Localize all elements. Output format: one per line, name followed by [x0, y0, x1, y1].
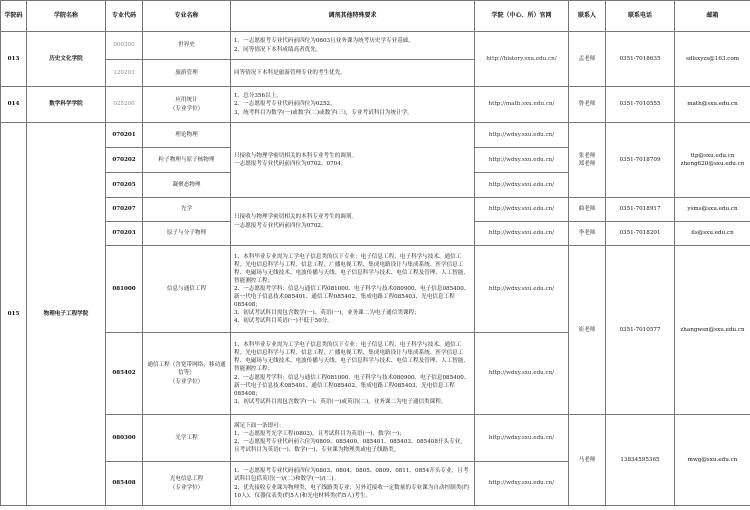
major-name: 原子与分子物理	[143, 222, 231, 246]
header-row	[1, 1, 750, 32]
contact-phone: 0351-7010555	[606, 87, 675, 123]
major-code: 070207	[106, 198, 143, 222]
contact-email[interactable]: ysms@sxu.edu.cn	[675, 198, 750, 222]
major-code: 060300	[106, 32, 143, 60]
college-website-link[interactable]: http://math.sxu.edu.cn/	[475, 87, 569, 123]
contact-email[interactable]: sdlsxyzs@163.com	[675, 32, 750, 87]
requirement-text: 满足下面一条即可： 1、一志愿报考光学工程(0803)，且考试科目为英语(一)、数学(一)； 2、一志愿报考专业代码前六位为0809、085400、085401、085403、085408开头专业，且考试科目为英语(一)、数学(一)、专业课为物理类或电子线路类。	[231, 415, 475, 462]
header-college-code: 学院码	[1, 1, 27, 32]
major-code: 070203	[106, 222, 143, 246]
header-requirements: 调剂其他特殊要求	[231, 1, 475, 32]
major-code: 120203	[106, 60, 143, 87]
major-name: 应用统计 （专业学位）	[143, 87, 231, 123]
contact-phone: 0351-7010577	[606, 246, 675, 415]
major-code: 070201	[106, 123, 143, 148]
requirement-text: 只接收与物理学密切相关的本科专业考生的调剂。 一志愿报考专业代码前四位为0702。	[231, 198, 475, 246]
contact-email[interactable]: ils@sxu.edu.cn	[675, 222, 750, 246]
major-code: 025200	[106, 87, 143, 123]
college-name: 物理电子工程学院	[27, 123, 106, 506]
requirement-text: 同等情况下本科是旅游管理专业的考生优先。	[231, 60, 475, 87]
table-row	[1, 198, 750, 222]
header-college-name: 学院名称	[27, 1, 106, 32]
major-name: 光学工程	[143, 415, 231, 462]
requirement-text: 1、本科毕业专业需为工学电子信息类的以下专业：电子信息工程、电子科学与技术、通信工程、光电信息科学与工程、信息工程、广播电视工程、集成电路设计与集成系统、医学信息工程、电磁场与无线技术、电波传播与天线、电子信息科学与技术、电信工程及管理、人工智能、智能测控工程； 2、一志愿报考学科：信息与通信工程081000、电子科学与技术080900、电子信息085400、新一代电子信息技术085401、通信工程085402、集成电路工程085403、光电信息工程085408； 3、初试考试科目需包含数学(一)、英语(一)或英语(二)，业务课二为电子通信类课程。	[231, 333, 475, 415]
requirement-text: 1、本科毕业专业需为工学电子信息类的以下专业：电子信息工程、电子科学与技术、通信工程、光电信息科学与工程、信息工程、广播电视工程、集成电路设计与集成系统、医学信息工程、电磁场与无线技术、电波传播与天线、电子信息科学与技术、电信工程及管理、人工智能、智能测控工程； 2、一志愿报考学科：信息与通信工程081000、电子科学与技术080900、电子信息085400、新一代电子信息技术085401、通信工程085402、集成电路工程085403、光电信息工程085408； 3、初试考试科目需包含数学(一)、英语(一)，业务课二为电子通信类课程； 4、初试考试科目英语(一)不低于50分。	[231, 246, 475, 333]
requirement-text: 只接收与物理学密切相关的本科专业考生的调剂。 一志愿报考专业代码前四位为0702、0704。	[231, 123, 475, 198]
requirement-text: 1、总分356以上。 2、一志愿报考专业代码前四位为0252。 3、统考科目为数学(一)或数学(二)或数学(三)，专业考试科目为统计学。	[231, 87, 475, 123]
college-website-link[interactable]: http://wdxy.sxu.edu.cn/	[475, 173, 569, 198]
college-website-link[interactable]: http://wdxy.sxu.edu.cn/	[475, 198, 569, 222]
major-name: 理论物理	[143, 123, 231, 148]
major-name: 旅游管理	[143, 60, 231, 87]
contact-phone: 13834595365	[606, 415, 675, 506]
college-website-link[interactable]: http://history.sxu.edu.cn/	[475, 32, 569, 87]
contact-email[interactable]: math@sxu.edu.cn	[675, 87, 750, 123]
contact-email[interactable]: mwg@sxu.edu.cn	[675, 415, 750, 506]
major-code: 070202	[106, 148, 143, 173]
college-website-link[interactable]: http://wdxy.sxu.edu.cn/	[475, 462, 569, 506]
contact-phone: 0351-7018917	[606, 198, 675, 222]
college-code: 015	[1, 123, 27, 506]
contact-phone: 0351-7018201	[606, 222, 675, 246]
major-name: 世界史	[143, 32, 231, 60]
requirement-text: 1、一志愿报考专业代码前四位为0603且业务课为统考历史学专业基础。 2、同等情况下本科成绩高者优先。	[231, 32, 475, 60]
table-row	[1, 123, 750, 148]
college-website-link[interactable]: http://wdxy.sxu.edu.cn/	[475, 333, 569, 415]
contact-person: 鲁老师	[569, 87, 606, 123]
header-email: 邮箱	[675, 1, 750, 32]
header-major-name: 专业名称	[143, 1, 231, 32]
college-name: 数学科学学院	[27, 87, 106, 123]
contact-person: 张老师 郑老师	[569, 123, 606, 198]
major-name: 光学	[143, 198, 231, 222]
major-code: 085408	[106, 462, 143, 506]
college-website-link[interactable]: http://wdxy.sxu.edu.cn/	[475, 123, 569, 148]
header-website: 学院（中心、所）官网	[475, 1, 569, 32]
contact-email[interactable]: ttp@sxu.edu.cn zheng620@sxu.edu.cn	[675, 123, 750, 198]
contact-phone: 0351-7018635	[606, 32, 675, 87]
major-name: 粒子物理与原子核物理	[143, 148, 231, 173]
major-name: 通信工程（含宽带网络、移动通信等） （专业学位）	[143, 333, 231, 415]
contact-email[interactable]: zhangwsn@sxu.edu.cn	[675, 246, 750, 415]
major-name: 信息与通信工程	[143, 246, 231, 333]
contact-person: 曲老师	[569, 198, 606, 222]
contact-phone: 0351-7018709	[606, 123, 675, 198]
college-website-link[interactable]: http://wdxy.sxu.edu.cn/	[475, 246, 569, 333]
header-contact: 联系人	[569, 1, 606, 32]
table-row	[1, 246, 750, 333]
contact-person: 孟老师	[569, 32, 606, 87]
table-row	[1, 32, 750, 60]
requirement-text: 1、一志愿报考专业代码前四位为0803、0804、0805、0809、0811、0854开头专业，且考试科目包括英语(一)/(二)和数学(一)/(二)。 2、优先接收专业课为物理类、电子线路类专业；另外近接收一定数量的专业课为自动控制类(约10人)、仪器仪表类(约5人)和光电材料类(约5人)考生。	[231, 462, 475, 506]
table-row	[1, 415, 750, 462]
contact-person: 李老师	[569, 222, 606, 246]
major-code: 080300	[106, 415, 143, 462]
college-website-link[interactable]: http://wdxy.sxu.edu.cn/	[475, 222, 569, 246]
contact-person: 崔老师	[569, 246, 606, 415]
header-phone: 联系电话	[606, 1, 675, 32]
college-code: 014	[1, 87, 27, 123]
college-website-link[interactable]: http://wdxy.sxu.edu.cn/	[475, 148, 569, 173]
major-code: 085402	[106, 333, 143, 415]
contact-person: 马老师	[569, 415, 606, 506]
major-name: 凝聚态物理	[143, 173, 231, 198]
college-website-link[interactable]: http://wdxy.sxu.edu.cn/	[475, 415, 569, 462]
major-code: 081000	[106, 246, 143, 333]
college-name: 历史文化学院	[27, 32, 106, 87]
header-major-code: 专业代码	[106, 1, 143, 32]
table-row	[1, 87, 750, 123]
college-code: 013	[1, 32, 27, 87]
major-code: 070205	[106, 173, 143, 198]
major-name: 光电信息工程 （专业学位）	[143, 462, 231, 506]
